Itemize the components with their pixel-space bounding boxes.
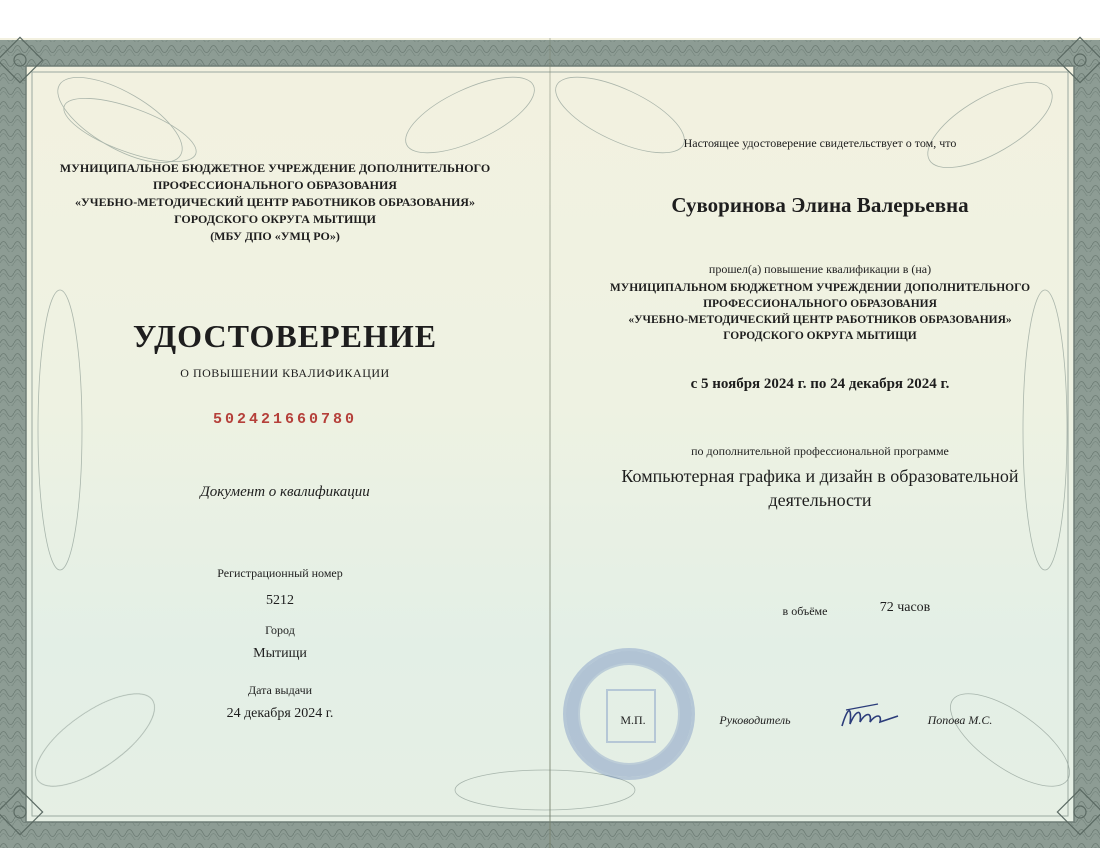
issue-date: 24 декабря 2024 г. bbox=[226, 706, 334, 721]
right-org-name bbox=[560, 280, 1080, 344]
intro-text: Настоящее удостоверение свидетельствует о том, что bbox=[683, 136, 957, 150]
left-org-line-4: ГОРОДСКОГО ОКРУГА МЫТИЩИ bbox=[174, 212, 376, 226]
head-label: Руководитель bbox=[719, 713, 791, 727]
left-org-line-2: ПРОФЕССИОНАЛЬНОГО ОБРАЗОВАНИЯ bbox=[153, 178, 397, 192]
document-type: Документ о квалификации bbox=[200, 484, 370, 500]
left-org-line-5: (МБУ ДПО «УМЦ РО») bbox=[210, 229, 340, 243]
program-name: Компьютерная графика и дизайн в образовательной деятельности bbox=[621, 466, 1019, 510]
right-org-line-3: «УЧЕБНО-МЕТОДИЧЕСКИЙ ЦЕНТР РАБОТНИКОВ ОБРАЗОВАНИЯ» bbox=[628, 314, 1012, 326]
right-org-line-2: ПРОФЕССИОНАЛЬНОГО ОБРАЗОВАНИЯ bbox=[703, 298, 937, 310]
director-signature bbox=[838, 700, 904, 736]
person-name: Суворинова Элина Валерьевна bbox=[671, 193, 969, 217]
registration-number: 5212 bbox=[266, 593, 294, 608]
certificate-subtitle: О ПОВЫШЕНИИ КВАЛИФИКАЦИИ bbox=[180, 366, 390, 380]
left-org-name bbox=[40, 160, 510, 245]
program-label: по дополнительной профессиональной программе bbox=[691, 444, 949, 458]
certificate-title: УДОСТОВЕРЕНИЕ bbox=[132, 318, 438, 354]
left-org-line-1: МУНИЦИПАЛЬНОЕ БЮДЖЕТНОЕ УЧРЕЖДЕНИЕ ДОПОЛНИТЕЛЬНОГО bbox=[59, 161, 491, 175]
training-period: с 5 ноября 2024 г. по 24 декабря 2024 г. bbox=[690, 376, 950, 392]
registration-label: Регистрационный номер bbox=[217, 566, 343, 580]
city-label: Город bbox=[265, 623, 295, 637]
right-org-line-4: ГОРОДСКОГО ОКРУГА МЫТИЩИ bbox=[723, 330, 917, 342]
volume-value: 72 часов bbox=[879, 600, 931, 615]
center-fold bbox=[549, 38, 551, 848]
head-name: Попова М.С. bbox=[927, 713, 993, 727]
stamp-label: М.П. bbox=[620, 713, 646, 727]
issue-date-label: Дата выдачи bbox=[247, 683, 313, 697]
serial-number: 502421660780 bbox=[212, 411, 358, 428]
volume-label: в объёме bbox=[782, 604, 828, 618]
left-org-line-3: «УЧЕБНО-МЕТОДИЧЕСКИЙ ЦЕНТР РАБОТНИКОВ ОБРАЗОВАНИЯ» bbox=[75, 195, 475, 209]
right-org-line-1: МУНИЦИПАЛЬНОМ БЮДЖЕТНОМ УЧРЕЖДЕНИИ ДОПОЛНИТЕЛЬНОГО bbox=[609, 282, 1031, 294]
city-value: Мытищи bbox=[253, 646, 307, 661]
completed-text: прошел(а) повышение квалификации в (на) bbox=[708, 262, 932, 276]
